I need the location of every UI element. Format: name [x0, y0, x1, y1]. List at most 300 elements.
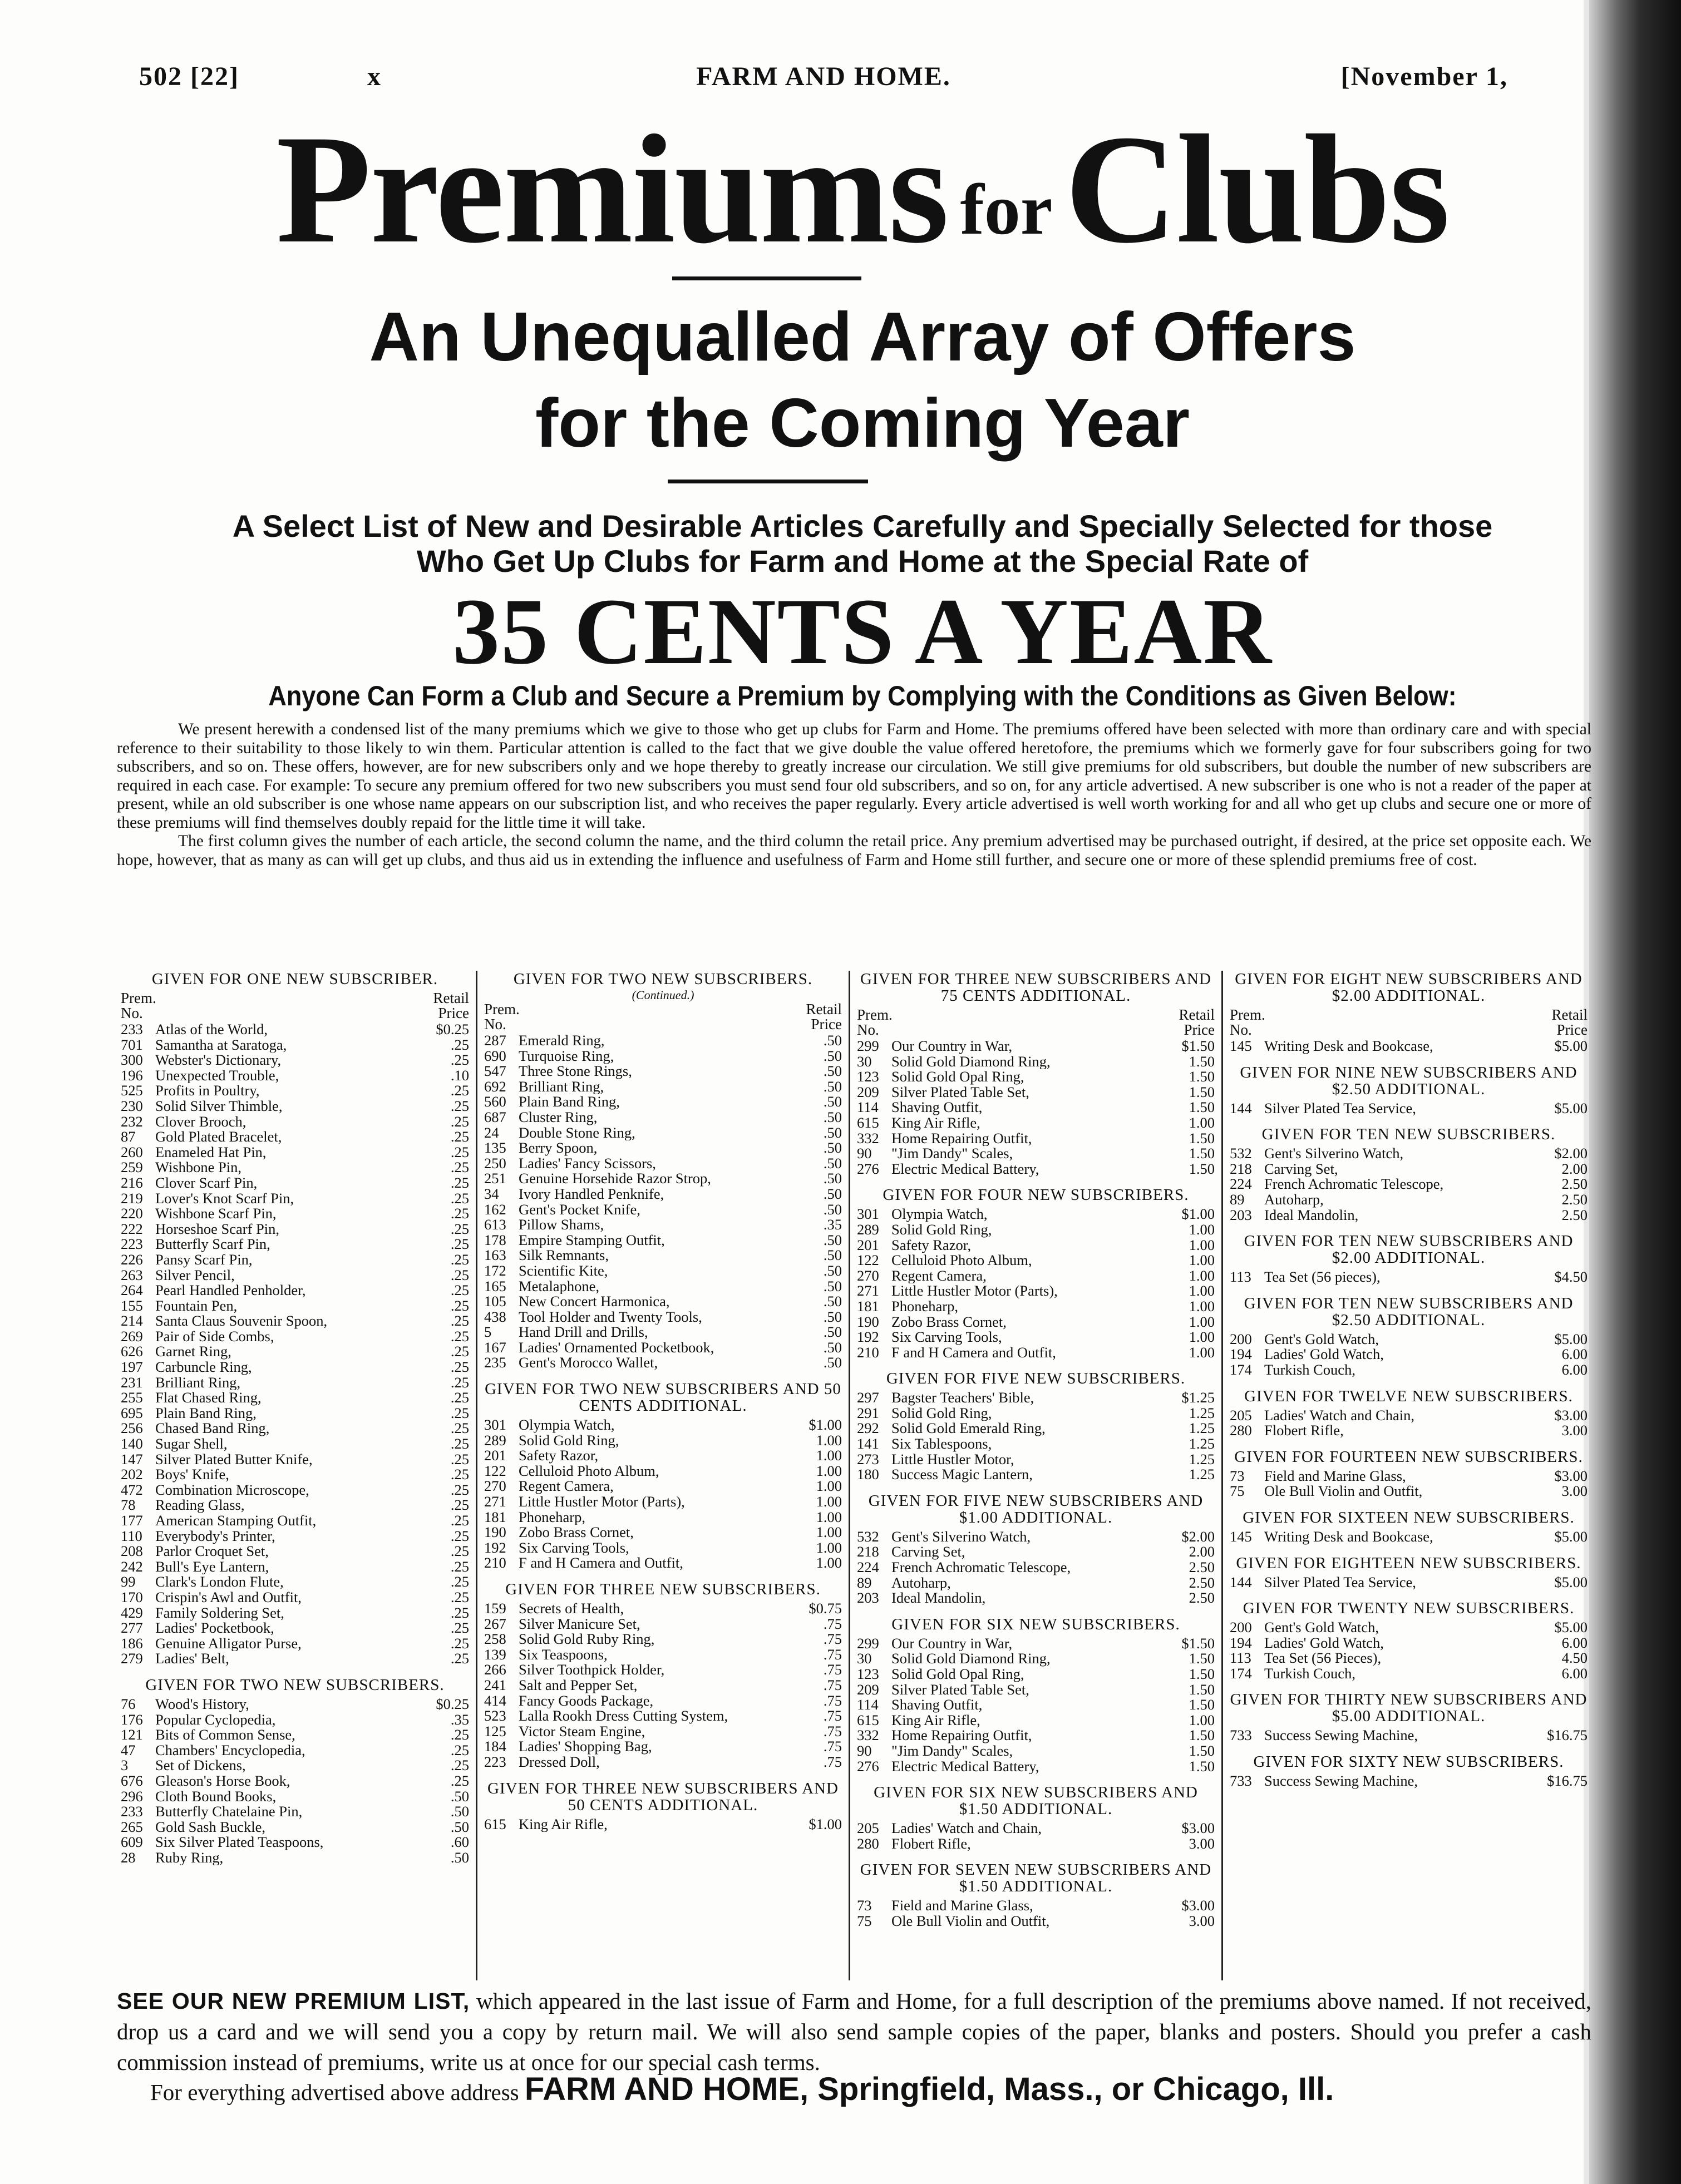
premium-row: [121, 1636, 469, 1652]
address-lead: For everything advertised above address: [150, 2079, 525, 2105]
premium-name: King Air Rifle,: [519, 1816, 608, 1832]
premium-row: [484, 1525, 842, 1540]
premium-price: $1.25: [1181, 1389, 1215, 1406]
premium-number: 192: [484, 1539, 506, 1556]
premium-number: 609: [121, 1834, 143, 1851]
premium-price: 1.00: [1189, 1236, 1215, 1253]
premium-row: [484, 1171, 842, 1187]
premium-name: Field and Marine Glass,: [891, 1898, 1033, 1914]
premium-number: 301: [857, 1205, 879, 1223]
premium-row: [121, 1697, 469, 1712]
premium-row: [857, 1299, 1215, 1315]
premium-number: 214: [121, 1312, 143, 1330]
premium-number: 279: [121, 1650, 143, 1667]
premium-row: [857, 1162, 1215, 1177]
premium-section: [121, 1677, 469, 1866]
premium-number: 75: [1230, 1483, 1245, 1500]
premium-price: 1.00: [1189, 1221, 1215, 1238]
premium-row: [121, 1605, 469, 1621]
select-line-1: A Select List of New and Desirable Articles Carefully and Specially Selected for those: [232, 508, 1493, 543]
premium-number: 209: [857, 1083, 879, 1100]
premium-price: 3.00: [1189, 1912, 1215, 1929]
premium-number: 5: [484, 1323, 492, 1341]
premium-number: 532: [1230, 1145, 1252, 1162]
premium-name: Carving Set,: [1264, 1161, 1338, 1177]
premium-name: Parlor Croquet Set,: [155, 1544, 269, 1559]
premium-name: Our Country in War,: [891, 1635, 1013, 1652]
premium-number: 615: [857, 1114, 879, 1131]
header-retail-price: Retail Price: [433, 990, 469, 1021]
premium-price: 1.25: [1189, 1435, 1215, 1452]
premium-price: 2.50: [1189, 1574, 1215, 1591]
premium-price: .25: [450, 1527, 469, 1544]
premium-number: 73: [1230, 1467, 1245, 1484]
premium-name: Silver Toothpick Holder,: [519, 1662, 665, 1678]
premium-number: 89: [1230, 1190, 1245, 1208]
premium-section: [857, 1616, 1215, 1774]
premium-number: 676: [121, 1772, 143, 1789]
premium-name: Wood's History,: [155, 1696, 249, 1712]
premium-name: Shaving Outfit,: [891, 1100, 983, 1115]
premium-row: [857, 1667, 1215, 1682]
section-heading: GIVEN FOR SIX NEW SUBSCRIBERS AND $1.50 ADDITIONAL.: [874, 1783, 1198, 1819]
premium-name: Gent's Silverino Watch,: [1264, 1146, 1404, 1162]
premium-row: [121, 1206, 469, 1222]
premium-name: Gold Sash Buckle,: [155, 1819, 265, 1835]
premium-name: Metalaphone,: [519, 1278, 599, 1294]
premium-row: [121, 1651, 469, 1667]
premium-number: 232: [121, 1113, 143, 1130]
premium-row: [857, 1728, 1215, 1743]
title-rule: [672, 276, 861, 280]
premium-row: [484, 1325, 842, 1340]
premium-price: .50: [823, 1338, 842, 1356]
premium-price: 1.50: [1189, 1129, 1215, 1147]
premium-number: 113: [1230, 1268, 1251, 1286]
premium-price: 2.00: [1561, 1160, 1588, 1177]
header-prem-no: Prem. No.: [1230, 1006, 1265, 1038]
premium-name: Genuine Horsehide Razor Strop,: [519, 1171, 711, 1187]
premium-price: .25: [450, 1726, 469, 1743]
premium-name: Victor Steam Engine,: [519, 1723, 645, 1740]
premium-row: [857, 1682, 1215, 1698]
premium-price: 1.50: [1189, 1145, 1215, 1162]
section-heading: GIVEN FOR EIGHT NEW SUBSCRIBERS AND $2.00 ADDITIONAL.: [1235, 970, 1583, 1005]
premium-price: 1.50: [1189, 1160, 1215, 1177]
subtitle-line-2: for the Coming Year: [535, 385, 1190, 462]
premium-number: 301: [484, 1416, 506, 1434]
premium-row: [121, 1820, 469, 1835]
premium-number: 276: [857, 1160, 879, 1177]
premium-number: 300: [121, 1051, 143, 1069]
premium-price: $4.50: [1554, 1268, 1588, 1286]
premium-price: .75: [823, 1676, 842, 1693]
premium-price: 1.25: [1189, 1466, 1215, 1483]
premium-price: .25: [450, 1327, 469, 1345]
premium-name: Plain Band Ring,: [519, 1094, 620, 1110]
premium-number: 200: [1230, 1619, 1252, 1636]
section-heading: GIVEN FOR FIVE NEW SUBSCRIBERS AND $1.00 ADDITIONAL.: [868, 1491, 1204, 1526]
header-prem-no: Prem. No.: [121, 990, 156, 1021]
premium-name: Phoneharp,: [891, 1298, 958, 1315]
premium-price: .50: [823, 1170, 842, 1187]
premium-row: [857, 1529, 1215, 1545]
premium-price: .50: [823, 1247, 842, 1264]
section-heading: GIVEN FOR THIRTY NEW SUBSCRIBERS AND $5.00 ADDITIONAL.: [1230, 1691, 1588, 1726]
premium-price: 1.00: [816, 1554, 842, 1572]
premium-number: 24: [484, 1124, 499, 1141]
premium-name: Solid Gold Ring,: [519, 1432, 619, 1449]
premium-number: 125: [484, 1722, 506, 1740]
premium-name: Zobo Brass Cornet,: [891, 1314, 1007, 1330]
premium-number: 299: [857, 1634, 879, 1652]
premium-row: [484, 1125, 842, 1141]
premium-price: $0.25: [436, 1695, 469, 1712]
premium-row: [857, 1345, 1215, 1361]
premium-price: .75: [823, 1753, 842, 1770]
premium-row: [857, 1069, 1215, 1085]
table-header: [121, 991, 469, 1022]
premium-row: [484, 1202, 842, 1218]
premium-name: Six Teaspoons,: [519, 1647, 608, 1663]
premium-section: [857, 971, 1215, 1177]
premium-row: [1230, 1666, 1588, 1682]
premium-number: 429: [121, 1604, 143, 1621]
premium-name: Clover Brooch,: [155, 1114, 247, 1130]
premium-row: [121, 1483, 469, 1498]
premium-row: [484, 1294, 842, 1310]
section-heading: GIVEN FOR TWELVE NEW SUBSCRIBERS.: [1244, 1387, 1573, 1405]
premium-price: .25: [450, 1604, 469, 1621]
table-header: [484, 1002, 842, 1033]
premium-row: [121, 1390, 469, 1406]
premium-price: 3.00: [1189, 1835, 1215, 1852]
premium-name: Silver Plated Butter Knife,: [155, 1451, 313, 1467]
premium-price: .25: [450, 1297, 469, 1314]
premium-name: Shaving Outfit,: [891, 1697, 983, 1713]
premium-row: [121, 1421, 469, 1436]
premium-price: .25: [450, 1236, 469, 1253]
premium-number: 159: [484, 1600, 506, 1617]
premium-price: .50: [823, 1277, 842, 1294]
premium-row: [857, 1315, 1215, 1330]
premium-number: 263: [121, 1266, 143, 1283]
premium-row: [121, 1175, 469, 1191]
page-edge-binding: [1589, 0, 1681, 2184]
premium-name: Butterfly Chatelaine Pin,: [155, 1804, 303, 1820]
premium-price: $2.00: [1181, 1528, 1215, 1545]
premium-number: 733: [1230, 1772, 1252, 1790]
premium-number: 280: [857, 1835, 879, 1852]
premium-name: Bagster Teachers' Bible,: [891, 1390, 1034, 1406]
premium-row: [121, 1083, 469, 1099]
premium-row: [484, 1647, 842, 1663]
premium-price: $5.00: [1554, 1619, 1588, 1636]
premium-price: .25: [450, 1650, 469, 1667]
premium-price: 1.50: [1189, 1099, 1215, 1116]
premium-row: [1230, 1469, 1588, 1484]
premium-row: [484, 1355, 842, 1371]
premium-number: 525: [121, 1082, 143, 1099]
premium-price: .25: [450, 1189, 469, 1207]
premium-name: Ideal Mandolin,: [1264, 1207, 1359, 1223]
premium-price: .25: [450, 1588, 469, 1605]
premium-name: Turquoise Ring,: [519, 1048, 614, 1064]
premium-row: [484, 1433, 842, 1449]
select-list-text: [111, 509, 1614, 579]
premium-row: [857, 1131, 1215, 1147]
premium-number: 210: [857, 1343, 879, 1361]
premium-price: .25: [450, 1634, 469, 1652]
premium-price: .25: [450, 1082, 469, 1099]
premium-name: Gent's Gold Watch,: [1264, 1620, 1379, 1635]
premium-price: .50: [450, 1818, 469, 1835]
premium-price: 2.00: [1189, 1543, 1215, 1560]
premium-row: [121, 1068, 469, 1084]
premium-price: 1.50: [1189, 1053, 1215, 1070]
section-heading: GIVEN FOR THREE NEW SUBSCRIBERS AND 50 CENTS ADDITIONAL.: [487, 1779, 839, 1814]
premium-name: Lover's Knot Scarf Pin,: [155, 1190, 294, 1207]
premium-number: 114: [857, 1099, 879, 1116]
premium-row: [121, 1160, 469, 1175]
premium-row: [484, 1708, 842, 1724]
header-prem-no: Prem. No.: [484, 1001, 520, 1032]
premium-row: [121, 1237, 469, 1252]
premium-row: [857, 1651, 1215, 1667]
premium-row: [857, 1821, 1215, 1836]
premium-row: [121, 1375, 469, 1391]
premium-number: 472: [121, 1481, 143, 1498]
premium-row: [857, 1452, 1215, 1467]
premium-row: [1230, 1039, 1588, 1054]
premium-number: 135: [484, 1139, 506, 1157]
premium-section: [1230, 1509, 1588, 1545]
premium-price: .25: [450, 1741, 469, 1758]
premium-row: [857, 1054, 1215, 1070]
premium-row: [1230, 1484, 1588, 1499]
premium-row: [121, 1344, 469, 1360]
premium-row: [484, 1248, 842, 1263]
premium-price: .25: [450, 1358, 469, 1376]
premium-number: 264: [121, 1282, 143, 1299]
premium-number: 3: [121, 1757, 129, 1774]
premium-price: 1.50: [1189, 1681, 1215, 1698]
premium-number: 123: [857, 1068, 879, 1085]
premium-row: [121, 1559, 469, 1575]
premium-row: [484, 1094, 842, 1110]
premium-price: $1.50: [1181, 1634, 1215, 1652]
premium-name: Fancy Goods Package,: [519, 1693, 654, 1709]
premium-row: [857, 1207, 1215, 1222]
premium-row: [857, 1115, 1215, 1131]
section-heading: GIVEN FOR THREE NEW SUBSCRIBERS.: [505, 1580, 821, 1598]
premium-name: Fountain Pen,: [155, 1298, 238, 1314]
premium-row: [121, 1758, 469, 1773]
premium-name: Berry Spoon,: [519, 1140, 598, 1156]
premium-number: 194: [1230, 1346, 1252, 1363]
premium-name: Pansy Scarf Pin,: [155, 1252, 253, 1268]
premium-name: Tool Holder and Twenty Tools,: [519, 1309, 702, 1325]
premium-name: Bull's Eye Lantern,: [155, 1559, 269, 1575]
premium-number: 90: [857, 1145, 872, 1162]
premium-row: [121, 1145, 469, 1160]
premium-row: [1230, 1208, 1588, 1223]
publication-title: FARM AND HOME.: [696, 62, 951, 91]
premium-row: [484, 1233, 842, 1248]
premium-price: 1.00: [816, 1508, 842, 1525]
premium-number: 75: [857, 1912, 872, 1929]
premium-row: [484, 1263, 842, 1279]
premium-row: [121, 1804, 469, 1820]
premium-number: 235: [484, 1354, 506, 1371]
premium-row: [857, 1636, 1215, 1652]
premium-row: [121, 1544, 469, 1559]
premium-name: Autoharp,: [891, 1575, 951, 1591]
premium-number: 216: [121, 1174, 143, 1191]
premium-name: Home Repairing Outfit,: [891, 1728, 1032, 1743]
premium-number: 170: [121, 1588, 143, 1605]
premium-price: 1.50: [1189, 1068, 1215, 1085]
premium-row: [121, 1620, 469, 1636]
premium-number: 178: [484, 1231, 506, 1248]
conditions-line: Anyone Can Form a Club and Secure a Premium by Complying with the Conditions as Given Below:: [268, 680, 1457, 711]
premium-number: 144: [1230, 1099, 1252, 1116]
premium-name: Field and Marine Glass,: [1264, 1468, 1406, 1484]
premium-row: [857, 1100, 1215, 1115]
premium-price: .50: [823, 1200, 842, 1218]
premium-name: Horseshoe Scarf Pin,: [155, 1221, 279, 1237]
premium-number: 122: [484, 1462, 506, 1479]
premium-price: 3.00: [1561, 1422, 1588, 1439]
premium-name: Solid Gold Diamond Ring,: [891, 1651, 1051, 1667]
premium-price: 1.00: [1189, 1343, 1215, 1361]
premium-name: Emerald Ring,: [519, 1033, 605, 1049]
premium-number: 230: [121, 1097, 143, 1114]
premium-price: .75: [823, 1707, 842, 1725]
premium-row: [857, 1421, 1215, 1436]
section-heading: GIVEN FOR TEN NEW SUBSCRIBERS AND $2.50 ADDITIONAL.: [1244, 1294, 1574, 1329]
premium-name: Lalla Rookh Dress Cutting System,: [519, 1708, 728, 1724]
premium-name: Ladies' Gold Watch,: [1264, 1347, 1384, 1362]
section-heading: GIVEN FOR SEVEN NEW SUBSCRIBERS AND $1.50 ADDITIONAL.: [860, 1861, 1212, 1896]
premium-number: 140: [121, 1435, 143, 1452]
title-premiums: Premiums: [276, 102, 948, 275]
premium-name: Samantha at Saratoga,: [155, 1037, 287, 1053]
premium-number: 114: [857, 1696, 879, 1713]
premium-row: [121, 1743, 469, 1758]
premium-price: .25: [450, 1543, 469, 1560]
footer-notice: [117, 1986, 1591, 2078]
premium-price: .25: [450, 1573, 469, 1590]
premium-price: .25: [450, 1220, 469, 1237]
premium-number: 626: [121, 1343, 143, 1360]
premium-name: Ole Bull Violin and Outfit,: [1264, 1484, 1423, 1499]
premium-name: Ladies' Ornamented Pocketbook,: [519, 1340, 714, 1356]
premium-section: [857, 1784, 1215, 1851]
premium-row: [121, 1099, 469, 1114]
premium-row: [857, 1836, 1215, 1852]
premium-number: 224: [857, 1559, 879, 1576]
premium-row: [857, 1713, 1215, 1728]
premium-name: Hand Drill and Drills,: [519, 1325, 648, 1340]
title-for: for: [960, 170, 1053, 250]
premium-number: 231: [121, 1373, 143, 1391]
premium-row: [484, 1693, 842, 1709]
premium-name: Flobert Rifle,: [1264, 1423, 1344, 1439]
premium-price: .25: [450, 1481, 469, 1498]
premium-number: 210: [484, 1554, 506, 1572]
premium-number: 30: [857, 1650, 872, 1667]
premium-name: Success Sewing Machine,: [1264, 1773, 1418, 1789]
premium-price: .25: [450, 1251, 469, 1268]
address-publisher: FARM AND HOME, Springfield, Mass., or Chicago, Ill.: [524, 2071, 1334, 2107]
section-heading: GIVEN FOR TWENTY NEW SUBSCRIBERS.: [1243, 1599, 1575, 1618]
premium-number: 202: [121, 1466, 143, 1483]
premium-row: [1230, 1177, 1588, 1192]
premium-number: 223: [121, 1236, 143, 1253]
premium-row: [1230, 1773, 1588, 1789]
section-heading: GIVEN FOR ONE NEW SUBSCRIBER.: [151, 970, 438, 988]
premium-number: 226: [121, 1251, 143, 1268]
premium-price: 3.00: [1561, 1483, 1588, 1500]
premium-row: [121, 1452, 469, 1467]
premium-price: .25: [450, 1619, 469, 1637]
premium-row: [484, 1540, 842, 1556]
premium-price: 1.50: [1189, 1650, 1215, 1667]
premium-price: 1.50: [1189, 1727, 1215, 1744]
premium-number: 180: [857, 1466, 879, 1483]
premium-row: [1230, 1269, 1588, 1285]
premium-section: [857, 1493, 1215, 1606]
premium-row: [857, 1436, 1215, 1452]
premium-section: [121, 971, 469, 1667]
premium-number: 233: [121, 1021, 143, 1037]
premium-price: .25: [450, 1174, 469, 1191]
premium-name: Boys' Knife,: [155, 1467, 229, 1483]
premium-price: 2.50: [1561, 1206, 1588, 1223]
premium-name: Zobo Brass Cornet,: [519, 1525, 634, 1540]
premium-price: .25: [450, 1558, 469, 1575]
premium-row: [484, 1479, 842, 1494]
premium-name: Silver Plated Tea Service,: [1264, 1574, 1416, 1590]
premium-row: [857, 1743, 1215, 1759]
premium-name: Empire Stamping Outfit,: [519, 1232, 665, 1248]
premium-number: 174: [1230, 1361, 1252, 1378]
premium-price: 2.50: [1561, 1190, 1588, 1208]
select-line-2: Who Get Up Clubs for Farm and Home at the Special Rate of: [416, 543, 1309, 579]
premium-number: 687: [484, 1108, 506, 1125]
premium-name: Turkish Couch,: [1264, 1666, 1355, 1682]
premium-number: 201: [484, 1447, 506, 1464]
premium-name: Gleason's Horse Book,: [155, 1773, 290, 1789]
premium-section: [484, 1381, 842, 1571]
premium-number: 291: [857, 1404, 879, 1421]
premium-number: 218: [857, 1543, 879, 1560]
premium-number: 181: [484, 1508, 506, 1525]
premium-number: 219: [121, 1189, 143, 1207]
premium-row: [484, 1448, 842, 1464]
premium-number: 176: [121, 1711, 143, 1728]
premium-price: .50: [450, 1803, 469, 1820]
premium-row: [121, 1712, 469, 1728]
premium-name: F and H Camera and Outfit,: [519, 1555, 683, 1571]
premium-price: .50: [823, 1078, 842, 1095]
premium-number: 208: [121, 1543, 143, 1560]
premium-row: [857, 1560, 1215, 1575]
premium-row: [484, 1678, 842, 1693]
premium-name: Celluloid Photo Album,: [519, 1463, 659, 1479]
premium-row: [121, 1436, 469, 1452]
